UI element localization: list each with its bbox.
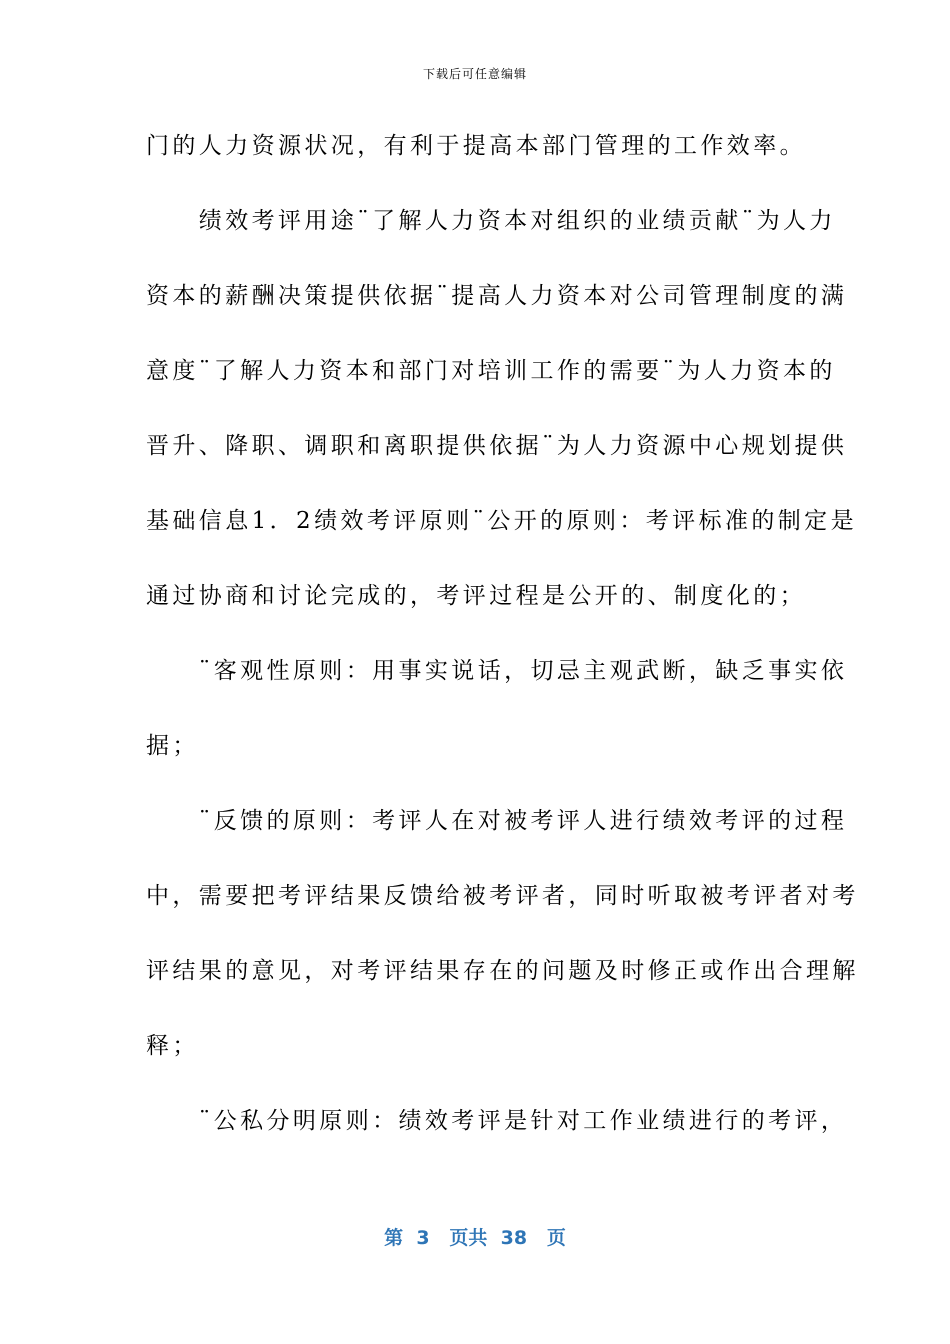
text-line: 据； <box>146 733 199 759</box>
text-line: 绩效考评用途¨了解人力资本对组织的业绩贡献¨为人力 <box>146 208 836 234</box>
text-line: ¨客观性原则：用事实说话，切忌主观武断，缺乏事实依 <box>146 658 848 684</box>
text-line: ¨反馈的原则：考评人在对被考评人进行绩效考评的过程 <box>146 808 848 834</box>
text-line: 资本的薪酬决策提供依据¨提高人力资本对公司管理制度的满 <box>146 283 848 309</box>
text-line: 意度¨了解人力资本和部门对培训工作的需要¨为人力资本的 <box>146 358 836 384</box>
text-line: ¨公私分明原则：绩效考评是针对工作业绩进行的考评， <box>146 1108 848 1134</box>
text-line: 晋升、降职、调职和离职提供依据¨为人力资源中心规划提供 <box>146 433 848 459</box>
page-number-footer: 第 3 页共 38 页 <box>384 1227 566 1249</box>
text-line: 通过协商和讨论完成的，考评过程是公开的、制度化的； <box>146 583 806 609</box>
document-body <box>146 120 859 1170</box>
text-line: 释； <box>146 1033 199 1059</box>
page-header: 下载后可任意编辑 <box>422 67 527 81</box>
text-line: 评结果的意见，对考评结果存在的问题及时修正或作出合理解 <box>146 958 859 984</box>
text-line: 基础信息1．2绩效考评原则¨公开的原则：考评标准的制定是 <box>146 508 857 534</box>
text-line: 门的人力资源状况，有利于提高本部门管理的工作效率。 <box>146 133 806 159</box>
text-line: 中，需要把考评结果反馈给被考评者，同时听取被考评者对考 <box>146 883 859 909</box>
